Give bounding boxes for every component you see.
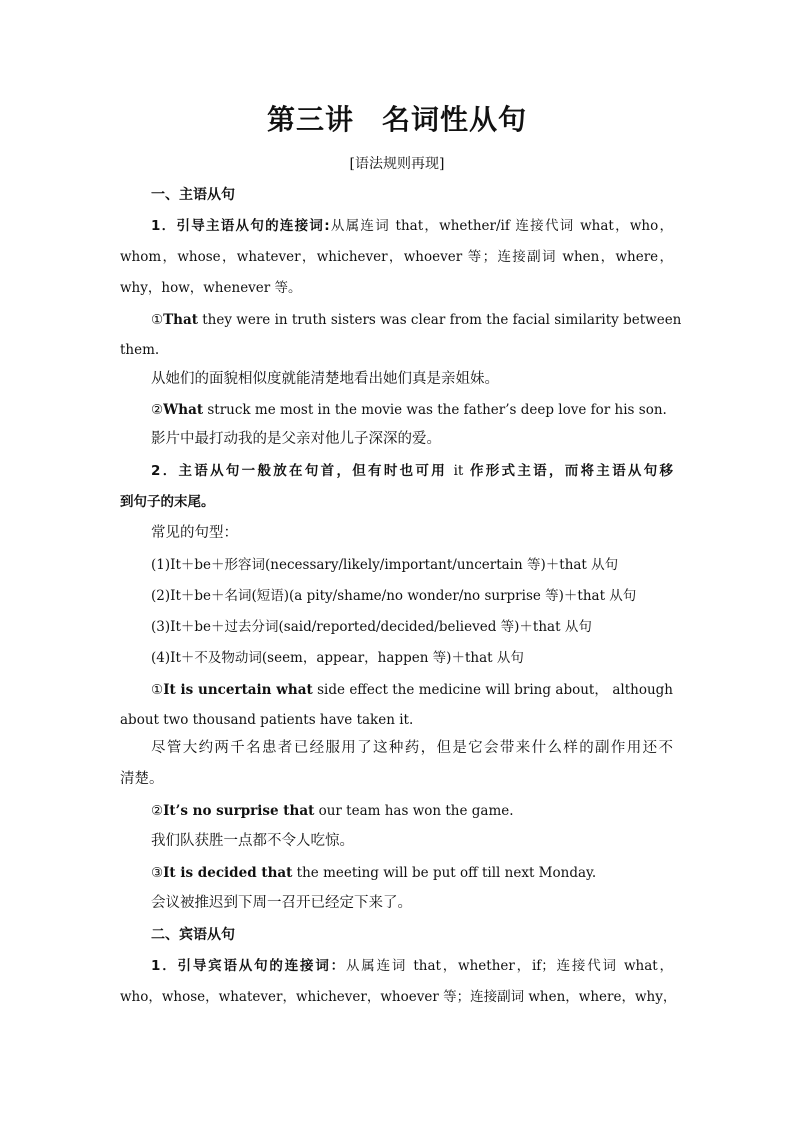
example-translation: 我们队获胜一点都不令人吃惊。	[151, 833, 354, 849]
example-sentence: ①That they were in truth sisters was clear from the facial similarity between	[151, 312, 682, 328]
rule-lead: 1．引导主语从句的连接词:	[151, 218, 330, 234]
title-lecture-number: 第三讲	[266, 103, 354, 136]
example-sentence: ②What struck me most in the movie was the father’s deep love for his son.	[151, 402, 667, 418]
paragraph-line: who，whose，whatever，whichever，whoever 等；连接副词 when，where，why，	[120, 989, 677, 1005]
example-sentence-continued: them.	[120, 342, 160, 358]
sentence-pattern: (1)It＋be＋形容词(necessary/likely/important/uncertain 等)＋that 从句	[151, 557, 619, 573]
example-translation: 从她们的面貌相似度就能清楚地看出她们真是亲姐妹。	[151, 371, 499, 387]
example-translation: 会议被推迟到下周一召开已经定下来了。	[151, 895, 412, 911]
rule-paragraph-line: 2．主语从句一般放在句首，但有时也可用 it 作形式主语，而将主语从句移	[151, 463, 673, 479]
paragraph-line: whom，whose，whatever，whichever，whoever 等；连接副词 when，where，	[120, 249, 673, 265]
page-title	[0, 98, 794, 138]
section-heading-object-clause: 二、宾语从句	[151, 927, 235, 943]
rule-lead: 1．引导宾语从句的连接词：	[151, 958, 346, 974]
sentence-pattern: (2)It＋be＋名词(短语)(a pity/shame/no wonder/no surprise 等)＋that 从句	[151, 588, 637, 604]
paragraph-line: 1．引导主语从句的连接词:从属连词 that，whether/if 连接代词 what，who，	[151, 218, 673, 234]
example-sentence: ③It is decided that the meeting will be put off till next Monday.	[151, 865, 597, 881]
paragraph-line: why，how，whenever 等。	[120, 280, 302, 296]
example-sentence-continued: about two thousand patients have taken it.	[120, 712, 414, 728]
sentence-pattern: (3)It＋be＋过去分词(said/reported/decided/believed 等)＋that 从句	[151, 619, 592, 635]
example-sentence: ①It is uncertain what side effect the medicine will bring about， although	[151, 682, 673, 698]
example-translation: 尽管大约两千名患者已经服用了这种药，但是它会带来什么样的副作用还不	[151, 740, 673, 756]
sentence-pattern: (4)It＋不及物动词(seem，appear，happen 等)＋that 从句	[151, 650, 524, 666]
section-subtitle: [语法规则再现]	[349, 156, 445, 172]
example-sentence: ②It’s no surprise that our team has won the game.	[151, 803, 514, 819]
patterns-label: 常见的句型：	[151, 525, 238, 541]
example-translation: 清楚。	[120, 771, 164, 787]
example-translation: 影片中最打动我的是父亲对他儿子深深的爱。	[151, 431, 441, 447]
section-heading-subject-clause: 一、主语从句	[151, 187, 235, 203]
title-topic: 名词性从句	[382, 103, 528, 136]
rule-paragraph-line: 到句子的末尾。	[120, 494, 215, 510]
paragraph-line: 1．引导宾语从句的连接词：从属连词 that，whether，if；连接代词 what，	[151, 958, 673, 974]
